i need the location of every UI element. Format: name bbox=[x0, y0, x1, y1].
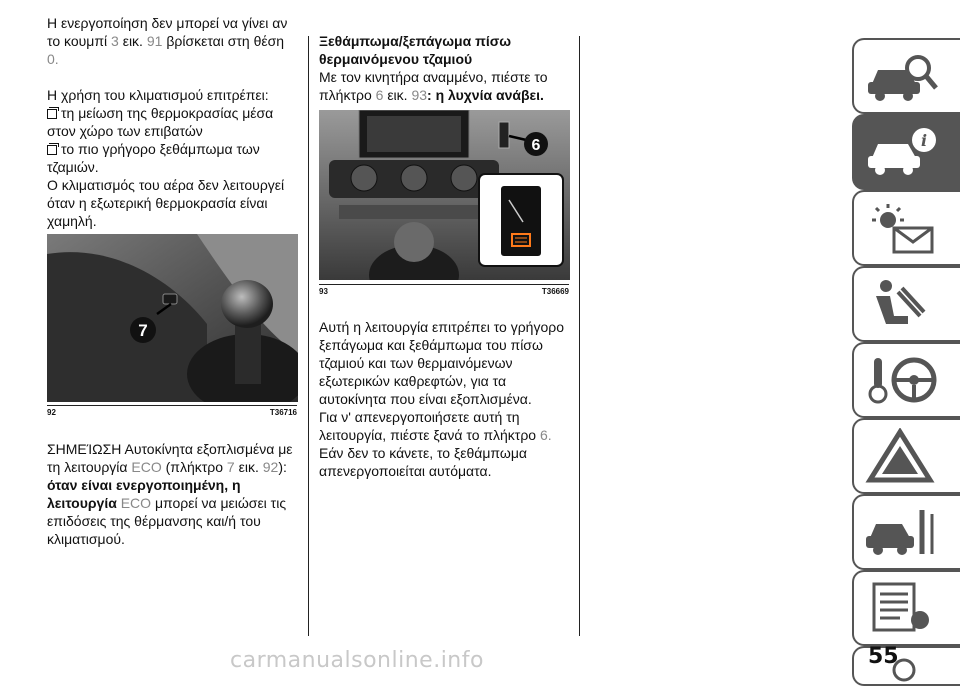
figure-number: 93 bbox=[319, 287, 328, 296]
paragraph-press bbox=[319, 68, 571, 104]
paragraph-function: Αυτή η λειτουργία επιτρέπει το γρήγορο ξεπάγωμα και ξεθάμπωμα του πίσω τζαμιού και των θερμαινόμενων εξωτερικών καθρεφτών, για τα αυτοκίνητα που είναι εξοπλισμένα. bbox=[319, 319, 564, 407]
callout-6: 6 bbox=[531, 137, 541, 154]
column-divider bbox=[308, 36, 309, 636]
figure-92-caption bbox=[47, 405, 297, 417]
tab-instruments[interactable] bbox=[852, 114, 960, 190]
ref-button-6: 6 bbox=[375, 87, 384, 103]
tab-specifications[interactable] bbox=[852, 570, 960, 646]
figure-code: T36716 bbox=[269, 408, 297, 417]
text: ECO bbox=[131, 459, 162, 475]
paragraph-activation: Η ενεργοποίηση δεν μπορεί να γίνει αν το κουμπί 3 εικ. 91 βρίσκεται στη θέση 0. bbox=[47, 15, 288, 67]
ref-position-0: 0 bbox=[47, 51, 55, 67]
ref-button-3: 3 bbox=[111, 33, 119, 49]
text: εικ. bbox=[238, 459, 259, 475]
text: Η ενεργοποίηση δεν μπορεί να γίνει αν το κουμπί bbox=[47, 15, 288, 49]
bullet-item bbox=[47, 140, 299, 176]
note-eco bbox=[47, 440, 299, 548]
svg-text:i: i bbox=[920, 131, 928, 150]
text: εικ. bbox=[122, 33, 143, 49]
ref-button-7: 7 bbox=[226, 459, 235, 475]
watermark: carmanualsonline.info bbox=[230, 648, 484, 673]
text: εικ. bbox=[387, 87, 408, 103]
tab-maintenance[interactable] bbox=[852, 494, 960, 570]
paragraph-ac-limit bbox=[47, 176, 299, 230]
tab-getting-to-know[interactable] bbox=[852, 38, 960, 114]
text: τη μείωση της θερμοκρασίας μέσα στον χώρο των επιβατών bbox=[47, 105, 274, 139]
figure-code: T36669 bbox=[541, 287, 569, 296]
section-heading: Ξεθάμπωμα/ξεπάγωμα πίσω θερμαινόμενου τζαμιού bbox=[319, 33, 512, 67]
airbag-seat-icon bbox=[864, 276, 944, 332]
paragraph-auto-off: Εάν δεν το κάνετε, το ξεθάμπωμα απενεργοποιείται αυτόματα. bbox=[319, 445, 527, 479]
key-steering-icon bbox=[864, 352, 944, 408]
column-divider bbox=[579, 36, 580, 636]
figure-92-image bbox=[47, 234, 298, 402]
specs-list-icon bbox=[864, 580, 944, 636]
ref-button-6: 6 bbox=[539, 427, 548, 443]
text: όταν είναι ενεργοποιημένη, η λειτουργία bbox=[47, 477, 241, 511]
text: ): bbox=[278, 459, 287, 475]
bullet-item bbox=[47, 104, 299, 140]
ref-figure-92: 92 bbox=[262, 459, 279, 475]
warning-light-icon bbox=[864, 200, 944, 256]
text: Για ν' απενεργοποιήσετε αυτή τη λειτουργία, πιέστε ξανά το πλήκτρο bbox=[319, 409, 537, 443]
text: το πιο γρήγορο ξεθάμπωμα των τζαμιών. bbox=[47, 141, 260, 175]
paragraph-deactivate: Για ν' απενεργοποιήσετε αυτή τη λειτουργία, πιέστε ξανά το πλήκτρο 6. bbox=[319, 409, 552, 443]
text: Ο κλιματισμός του αέρα δεν λειτουργεί όταν η εξωτερική θερμοκρασία είναι χαμηλή. bbox=[47, 177, 285, 229]
ref-figure-91: 91 bbox=[146, 33, 163, 49]
tab-starting-driving[interactable] bbox=[852, 342, 960, 418]
text: Η χρήση του κλιματισμού επιτρέπει: bbox=[47, 87, 269, 103]
text: : η λυχνία ανάβει. bbox=[427, 87, 544, 103]
figure-number: 92 bbox=[47, 408, 56, 417]
text: ECO bbox=[120, 495, 152, 511]
figure-93-caption bbox=[319, 284, 569, 296]
gear-lever-photo bbox=[47, 234, 298, 402]
dashboard-photo bbox=[319, 110, 570, 280]
car-search-icon bbox=[864, 48, 944, 104]
car-info-icon bbox=[864, 124, 944, 180]
car-tools-icon bbox=[864, 504, 944, 560]
text: (πλήκτρο bbox=[165, 459, 224, 475]
callout-7: 7 bbox=[138, 321, 148, 340]
page-number: 55 bbox=[868, 644, 899, 669]
checkbox-bullet-icon bbox=[47, 109, 57, 119]
text: ΣΗΜΕΊΩΣΗ Αυτοκίνητα εξοπλισμένα με τη λειτουργία bbox=[47, 441, 293, 475]
text: βρίσκεται στη θέση bbox=[166, 33, 285, 49]
tab-emergency[interactable] bbox=[852, 418, 960, 494]
tab-safety[interactable] bbox=[852, 266, 960, 342]
checkbox-bullet-icon bbox=[47, 145, 57, 155]
tab-warning-lights[interactable] bbox=[852, 190, 960, 266]
warning-triangle-icon bbox=[864, 428, 944, 484]
text: Με τον κινητήρα αναμμένο, πιέστε το πλήκτρο bbox=[319, 69, 548, 103]
figure-93-image bbox=[319, 110, 570, 280]
ref-figure-93: 93 bbox=[411, 87, 428, 103]
paragraph-ac-use bbox=[47, 86, 299, 104]
text: μπορεί να μειώσει τις επιδόσεις της θέρμανσης και/ή του κλιματισμού. bbox=[47, 495, 287, 547]
